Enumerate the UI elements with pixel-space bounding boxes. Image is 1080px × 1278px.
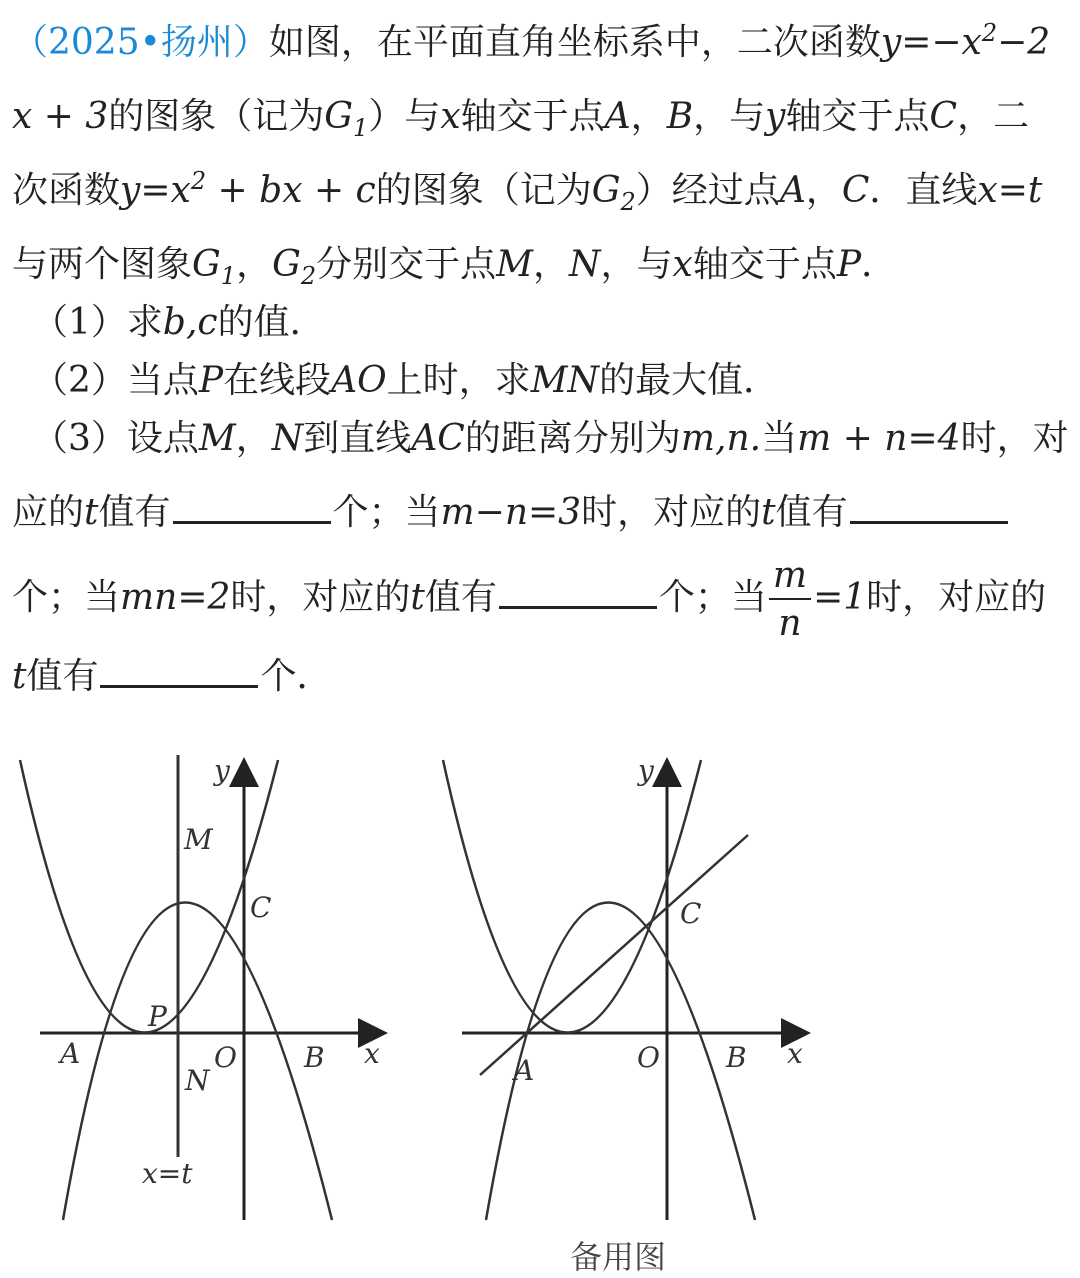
question-3: （3）设点M，N到直线AC的距离分别为m,n.当m + n=4时，对 [32,418,1069,459]
problem-line-2: x + 3的图象（记为$G_1$）与x轴交于点A，B，与y轴交于点C，二 [12,96,1030,143]
question-3-line-3: 个；当mn=2时，对应的t值有 个；当 $\frac{m}{n}$ =1时，对应的 [12,555,1047,644]
answer-blank-1[interactable] [173,493,331,524]
label-O: O [637,1041,660,1074]
problem-line-1: （2025•扬州）如图，在平面直角坐标系中，二次函数$y=-x^2-2$ [12,19,1051,63]
label-B: B [726,1041,747,1074]
line-ac [480,835,748,1075]
label-y: y [638,754,654,787]
source-tag: （2025•扬州） [12,22,269,63]
question-3-line-2: 应的t值有 个；当m−n=3时，对应的t值有 [12,484,1062,520]
label-y: y [214,754,230,787]
label-x-equals-t: x=t [142,1157,193,1190]
label-P: P [148,1000,167,1033]
question-3-line-4: t值有 个． [12,656,333,697]
problem-line-4: 与两个图象$G_1$，$G_2$分别交于点M，N，与x轴交于点P． [12,244,898,291]
figure-spare [420,745,840,1225]
label-C: C [250,891,272,924]
label-N: N [185,1064,210,1097]
curve-g1-downward [63,903,332,1221]
label-x: x [364,1037,380,1070]
label-A: A [514,1054,535,1087]
label-M: M [184,823,213,856]
answer-blank-2[interactable] [850,493,1008,524]
fraction-m-over-n: $\frac{m}{n}$ [769,558,811,642]
question-1: （1）求b,c的值． [32,302,326,343]
question-2: （2）当点P在线段AO上时，求MN的最大值． [32,360,780,401]
label-O: O [214,1041,237,1074]
figure-caption: 备用图 [570,1238,667,1276]
answer-blank-3[interactable] [499,578,657,609]
problem-text [12,14,1069,722]
label-x: x [787,1037,803,1070]
curve-g2-upward [20,760,278,1033]
problem-line-3: 次函数$y=x^2$ + bx + c的图象（记为$G_2$）经过点A，C．直线x=t [12,167,1043,217]
label-B: B [304,1041,325,1074]
label-A: A [60,1037,81,1070]
figure-main [0,745,420,1225]
answer-blank-4[interactable] [100,657,258,688]
label-C: C [680,897,702,930]
